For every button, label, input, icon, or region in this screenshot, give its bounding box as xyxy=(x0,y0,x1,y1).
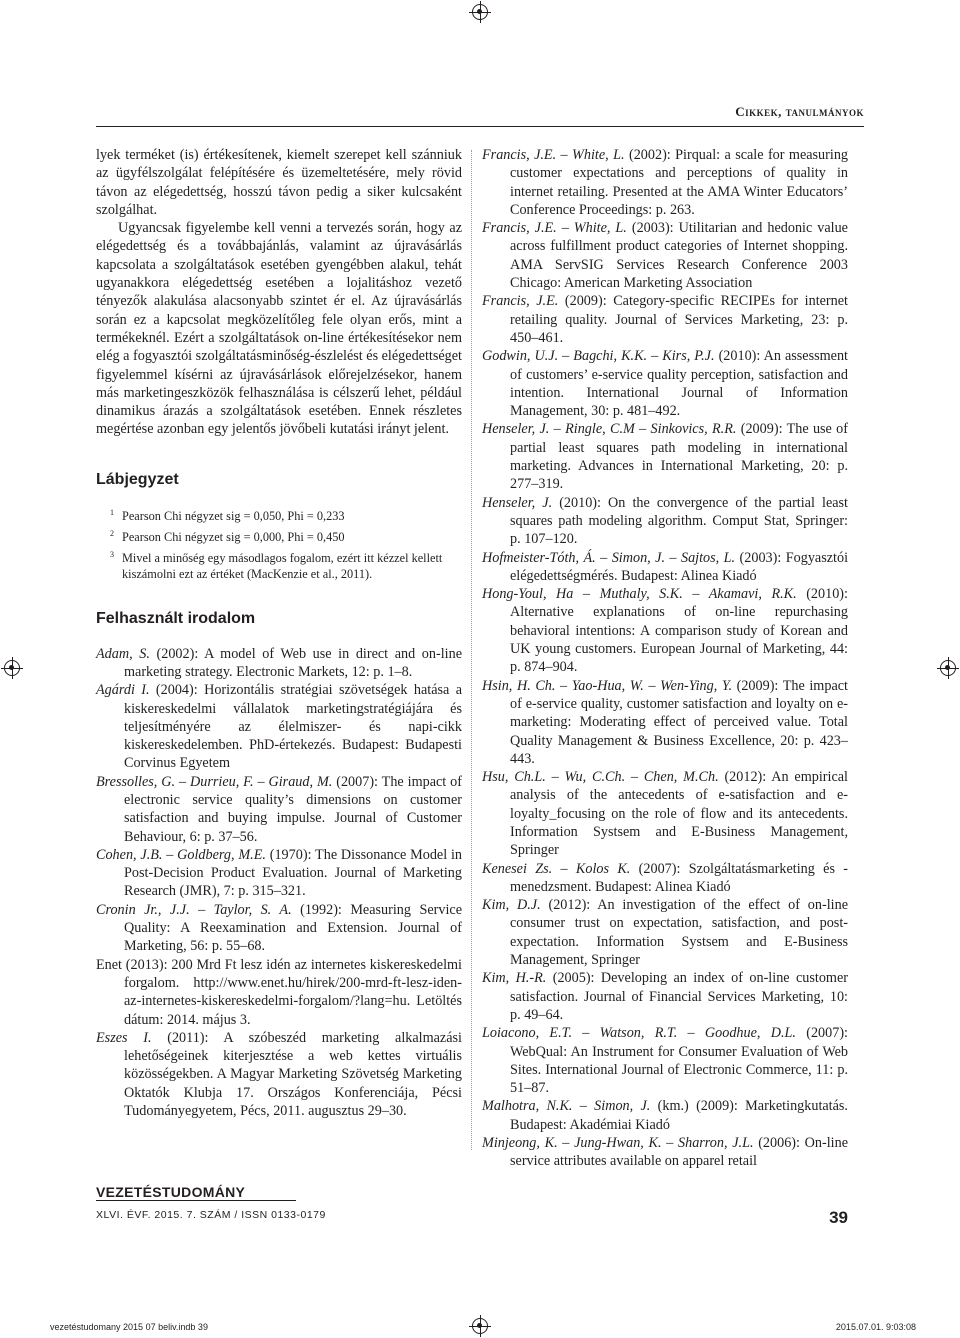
reference-details: (2007): The impact of electronic service quality’s dimensions on customer satisfaction and buying impulse. Journal of Customer Behaviour, 6: p. 37–56. xyxy=(124,773,462,845)
registration-mark-icon xyxy=(472,4,488,20)
reference-entry xyxy=(482,420,848,493)
reference-entry xyxy=(96,773,462,846)
print-slug-file: vezetéstudomany 2015 07 beliv.indb 39 xyxy=(50,1322,208,1332)
reference-entry xyxy=(482,860,848,897)
header-rule xyxy=(96,126,864,127)
reference-entry xyxy=(96,681,462,772)
reference-author: Loiacono, E.T. – Watson, R.T. – Goodhue, D.L. xyxy=(482,1025,796,1042)
reference-author: Henseler, J. xyxy=(482,494,553,511)
reference-details: (2004): Horizontális stratégiai szövetségek hatása a kiskereskedelmi vállalatok marketingstratégiájára és teljesítményére az élelmiszer- és napi-cikk kiskereskedelemben. PhD-értekezés. Budapest: Budapesti Corvinus Egyetem xyxy=(124,682,463,772)
page-number: 39 xyxy=(829,1208,848,1227)
registration-mark-icon xyxy=(4,660,20,676)
issue-info: XLVI. ÉVF. 2015. 7. SZÁM / ISSN 0133-0179 xyxy=(96,1209,326,1221)
reference-author: Eszes I. xyxy=(96,1029,152,1046)
references-heading: Felhasznált irodalom xyxy=(96,610,256,628)
reference-author: Minjeong, K. – Jung-Hwan, K. – Sharron, J.L. xyxy=(482,1135,754,1152)
right-column xyxy=(482,146,848,1171)
reference-entry xyxy=(96,956,462,1029)
footnote xyxy=(96,505,462,524)
reference-entry xyxy=(482,1097,848,1134)
footnotes-list xyxy=(96,505,462,582)
footnote-text: Pearson Chi négyzet sig = 0,050, Phi = 0,233 xyxy=(122,509,345,524)
registration-mark-icon xyxy=(940,660,956,676)
reference-author: Adam, S. xyxy=(96,645,150,662)
footnote xyxy=(96,526,462,545)
reference-details: (2010): An assessment of customers’ e-service quality perception, satisfaction and intention. International Journal of Information Management, 30: p. 481–492. xyxy=(510,348,849,420)
reference-author: Henseler, J. – Ringle, C.M – Sinkovics, R.R. xyxy=(482,421,737,438)
reference-details: (2007): Szolgáltatásmarketing és -menedzsment. Budapest: Alinea Kiadó xyxy=(510,860,848,895)
reference-entry xyxy=(482,768,848,859)
reference-entry xyxy=(482,1024,848,1097)
reference-details: (2009): The use of partial least squares path modeling in international marketing. Advances in International Marketing, 20: p. 277–319. xyxy=(510,421,848,493)
reference-entry xyxy=(96,645,462,682)
reference-entry xyxy=(96,1029,462,1120)
reference-author: Kenesei Zs. – Kolos K. xyxy=(482,860,631,877)
reference-details: (km.) (2009): Marketingkutatás. Budapest: Akadémiai Kiadó xyxy=(510,1098,848,1133)
reference-entry xyxy=(96,846,462,901)
reference-author: Hsin, H. Ch. – Yao-Hua, W. – Wen-Ying, Y. xyxy=(482,677,733,694)
reference-author: Agárdi I. xyxy=(96,682,150,699)
reference-author: Francis, J.E. – White, L. xyxy=(482,220,627,237)
reference-entry xyxy=(482,146,848,219)
reference-author: Kim, H.-R. xyxy=(482,970,547,987)
reference-details: (2009): The impact of e-service quality, customer satisfaction and loyalty on e-marketing: Moderating effect of perceived value. Total Quality Management & Business Excellence, 20: p. 423–443. xyxy=(510,677,848,767)
footnotes-heading: Lábjegyzet xyxy=(96,470,179,488)
reference-entry xyxy=(482,896,848,969)
reference-author: Francis, J.E. xyxy=(482,293,559,310)
reference-author: Cronin Jr., J.J. – Taylor, S. A. xyxy=(96,901,292,918)
reference-entry xyxy=(482,1134,848,1171)
footnote-number: 2 xyxy=(110,529,114,539)
reference-entry xyxy=(482,969,848,1024)
footnote-text: Pearson Chi négyzet sig = 0,000, Phi = 0,450 xyxy=(122,530,345,545)
reference-author: Bressolles, G. – Durrieu, F. – Giraud, M. xyxy=(96,773,333,790)
reference-author: Kim, D.J. xyxy=(482,897,541,914)
reference-author: Hong-Youl, Ha – Muthaly, S.K. – Akamavi, R.K. xyxy=(482,586,797,603)
reference-entry xyxy=(482,585,848,676)
references-list-left xyxy=(96,645,462,1121)
body-paragraph: Ugyancsak figyelembe kell venni a tervezés során, hogy az elégedettség és a továbbajánlás, valamint az újravásárlás kapcsolata a szolgáltatások esetében gyengébben alakul, tehát ugyanakkora elégedettség esetében a lojalitáshoz vezető tényezők alakulása alacsonyabb szintet ér el. Az újravásárlás során ez a kapcsolat megközelítőleg fele olyan erős, mint a termékeknél. Ezért a szolgáltatások on-line értékesítésekor nem elég a fogyasztói szolgáltatásminőség-észlelést és elégedettséget figyelemmel kísérni az újravásárlások előrejelzésekor, hanem más marketingeszközök felhasználása is célszerű lehet, például dinamikus árazás a szolgáltatások esetében. Ennek részletes megértése azonban egy jelentős jövőbeli kutatási irányt jelent. xyxy=(96,220,462,438)
reference-details: (1992): Measuring Service Quality: A Reexamination and Extension. Journal of Marketing, 56: p. 55–68. xyxy=(124,901,462,955)
reference-details: Enet (2013): 200 Mrd Ft lesz idén az internetes kiskereskedelmi forgalom. http://www.enet.hu/hirek/200-mrd-ft-lesz-iden-az-internetes-kiskereskedelmi-forgalom/?lang=hu. Letöltés dátum: 2014. május 3. xyxy=(96,956,462,1028)
reference-details: (2006): On-line service attributes available on apparel retail xyxy=(510,1135,848,1170)
reference-details: (2003): Utilitarian and hedonic value across fulfillment product categories of Internet shopping. AMA ServSIG Services Research Conference 2003 Chicago: American Marketing Association xyxy=(510,220,848,292)
reference-author: Cohen, J.B. – Goldberg, M.E. xyxy=(96,846,266,863)
footnote-number: 3 xyxy=(110,550,114,560)
footnote-number: 1 xyxy=(110,508,114,518)
reference-details: (2002): A model of Web use in direct and on-line marketing strategy. Electronic Markets, 12: p. 1–8. xyxy=(124,645,462,680)
reference-details: (2009): Category-specific RECIPEs for internet retailing quality. Journal of Services Marketing, 23: p. 450–461. xyxy=(510,293,848,346)
reference-details: (2010): On the convergence of the partial least squares path modeling algorithm. Comput Stat, Springer: p. 107–120. xyxy=(510,494,848,548)
column-divider xyxy=(471,150,472,1150)
reference-author: Malhotra, N.K. – Simon, J. xyxy=(482,1098,651,1115)
reference-entry xyxy=(482,347,848,420)
reference-entry xyxy=(482,219,848,292)
reference-entry xyxy=(96,901,462,956)
journal-name: VEZETÉSTUDOMÁNY xyxy=(96,1184,246,1200)
reference-entry xyxy=(482,292,848,347)
references-list-right xyxy=(482,146,848,1171)
footnote-text: Mivel a minőség egy másodlagos fogalom, ezért itt kézzel kellett kiszámolni ezt az értéket (MacKenzie et al., 2011). xyxy=(122,551,443,582)
reference-author: Francis, J.E. – White, L. xyxy=(482,147,625,163)
body-paragraph: lyek terméket (is) értékesítenek, kiemelt szerepet kell szánniuk az ügyfélszolgálat felépítésére és üzemeltetésére, mely rövid távon az elégedettség, hosszú távon pedig a siker kulcsaként szolgálhat. xyxy=(96,147,462,218)
reference-entry xyxy=(482,549,848,586)
reference-details: (2007): WebQual: An Instrument for Consumer Evaluation of Web Sites. International Journal of Electronic Commerce, 11: p. 51–87. xyxy=(510,1025,848,1097)
reference-entry xyxy=(482,677,848,768)
footer-rule xyxy=(96,1200,296,1201)
reference-details: (2002): Pirqual: a scale for measuring customer expectations and perceptions of quality in internet retailing. Presented at the AMA Winter Educators’ Conference Proceedings: p. 263. xyxy=(510,147,849,218)
reference-details: (2011): A szóbeszéd marketing alkalmazási lehetőségeinek kiterjesztése a web kettes virtuális közösségekben. A Magyar Marketing Szövetség Marketing Oktatók Klubja 17. Országos Konferenciája, Pécsi Tudományegyetem, Pécs, 2011. augusztus 29–30. xyxy=(124,1029,462,1120)
left-column xyxy=(96,146,462,1120)
print-slug-date: 2015.07.01. 9:03:08 xyxy=(835,1322,916,1332)
reference-details: (2003): Fogyasztói elégedettségmérés. Budapest: Alinea Kiadó xyxy=(510,549,849,584)
reference-author: Hofmeister-Tóth, Á. – Simon, J. – Sajtos, L. xyxy=(482,549,736,566)
reference-author: Godwin, U.J. – Bagchi, K.K. – Kirs, P.J. xyxy=(482,348,715,365)
reference-details: (2010): Alternative explanations of on-line repurchasing behavioral intentions: A comparison study of Korean and UK young customers. European Journal of Marketing, 44: p. 874–904. xyxy=(510,586,848,676)
reference-details: (1970): The Dissonance Model in Post-Decision Product Evaluation. Journal of Marketing Research (JMR), 7: p. 315–321. xyxy=(124,846,463,900)
reference-details: (2012): An investigation of the effect of on-line consumer trust on expectation, satisfaction, and post-expectation. Information Systsem and E-Business Management, Springer xyxy=(510,897,848,969)
footnote xyxy=(96,547,462,582)
reference-details: (2012): An empirical analysis of the antecedents of e-satisfaction and e-loyalty_focusing on the role of flow and its antecedents. Information Systsem and E-Business Management, Springer xyxy=(510,769,848,859)
registration-mark-icon xyxy=(472,1318,488,1334)
running-head: Cikkek, tanulmányok xyxy=(735,104,864,119)
reference-entry xyxy=(482,494,848,549)
reference-details: (2005): Developing an index of on-line customer satisfaction. Journal of Financial Services Marketing, 10: p. 49–64. xyxy=(510,970,848,1023)
reference-author: Hsu, Ch.L. – Wu, C.Ch. – Chen, M.Ch. xyxy=(482,769,719,786)
